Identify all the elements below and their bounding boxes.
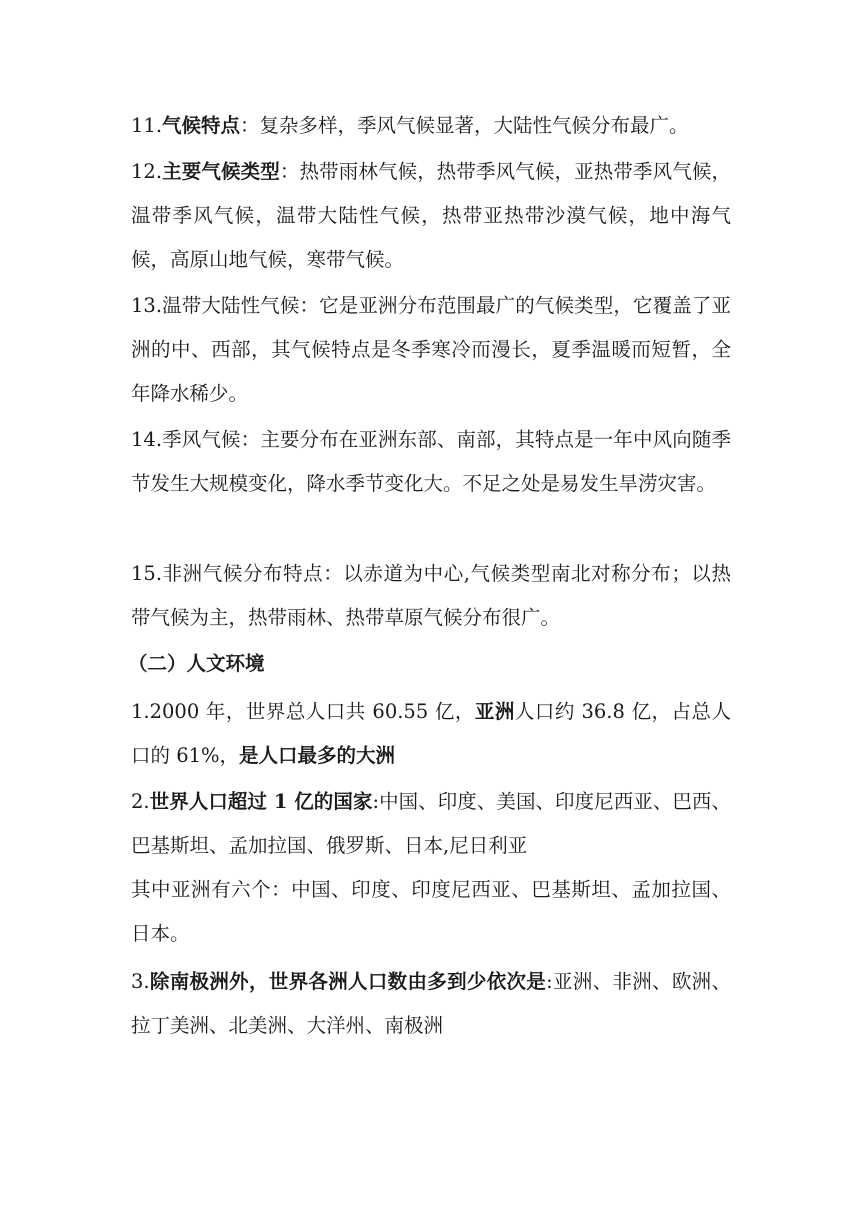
bold-term: 气候特点 [162, 114, 241, 137]
paragraph-population-1 [131, 690, 731, 778]
paragraph-text: ：热带雨林气候，热带季风气候，亚热带季风气候，温带季风气候，温带大陆性气候，热带亚热带沙漠气候，地中海气候，高原山地气候，寒带气候。 [131, 160, 731, 271]
paragraph-text: 14.季风气候：主要分布在亚洲东部、南部，其特点是一年中风向随季节发生大规模变化，降水季节变化大。不足之处是易发生旱涝灾害。 [131, 428, 731, 495]
paragraph-15-africa-climate [131, 552, 731, 640]
paragraph-text: 13.温带大陆性气候：它是亚洲分布范围最广的气候类型，它覆盖了亚洲的中、西部，其气候特点是冬季寒冷而漫长，夏季温暖而短暂，全年降水稀少。 [131, 294, 731, 405]
paragraph-text: 其中亚洲有六个：中国、印度、印度尼西亚、巴基斯坦、孟加拉国、日本。 [131, 878, 731, 945]
bold-term: 是人口最多的大洲 [239, 744, 396, 767]
paragraph-text: :中国、印度、美国、印度尼西亚、巴西、巴基斯坦、孟加拉国、俄罗斯、日本,尼日利亚 [131, 790, 731, 857]
paragraph-text: :亚洲、非洲、欧洲、拉丁美洲、北美洲、大洋州、南极洲 [131, 970, 731, 1037]
bold-term: 主要气候类型 [162, 160, 280, 183]
paragraph-population-3 [131, 960, 731, 1048]
paragraph-11-climate-features [131, 104, 731, 148]
bold-term: 除南极洲外，世界各洲人口数由多到少依次是 [149, 970, 547, 993]
item-number: 3. [131, 970, 150, 993]
paragraph-14-monsoon-climate [131, 418, 731, 506]
paragraph-13-continental-climate [131, 284, 731, 416]
paragraph-population-2 [131, 780, 731, 868]
paragraph-text: ：复杂多样，季风气候显著，大陆性气候分布最广。 [240, 114, 689, 137]
paragraph-12-climate-types [131, 150, 731, 282]
paragraph-text: 1.2000 年，世界总人口共 60.55 亿， [131, 700, 475, 723]
item-number: 11. [131, 114, 163, 137]
section-heading: （二）人文环境 [128, 652, 265, 675]
paragraph-text: 15.非洲气候分布特点：以赤道为中心,气候类型南北对称分布；以热带气候为主，热带雨林、热带草原气候分布很广。 [131, 562, 731, 629]
paragraph-text: 人口约 36.8 亿，占总人口的 61%， [131, 700, 731, 767]
bold-term: 亚洲 [474, 700, 515, 723]
bold-term: 世界人口超过 1 亿的国家 [149, 790, 373, 813]
item-number: 2. [131, 790, 150, 813]
paragraph-asia-countries [131, 868, 731, 956]
item-number: 12. [131, 160, 163, 183]
